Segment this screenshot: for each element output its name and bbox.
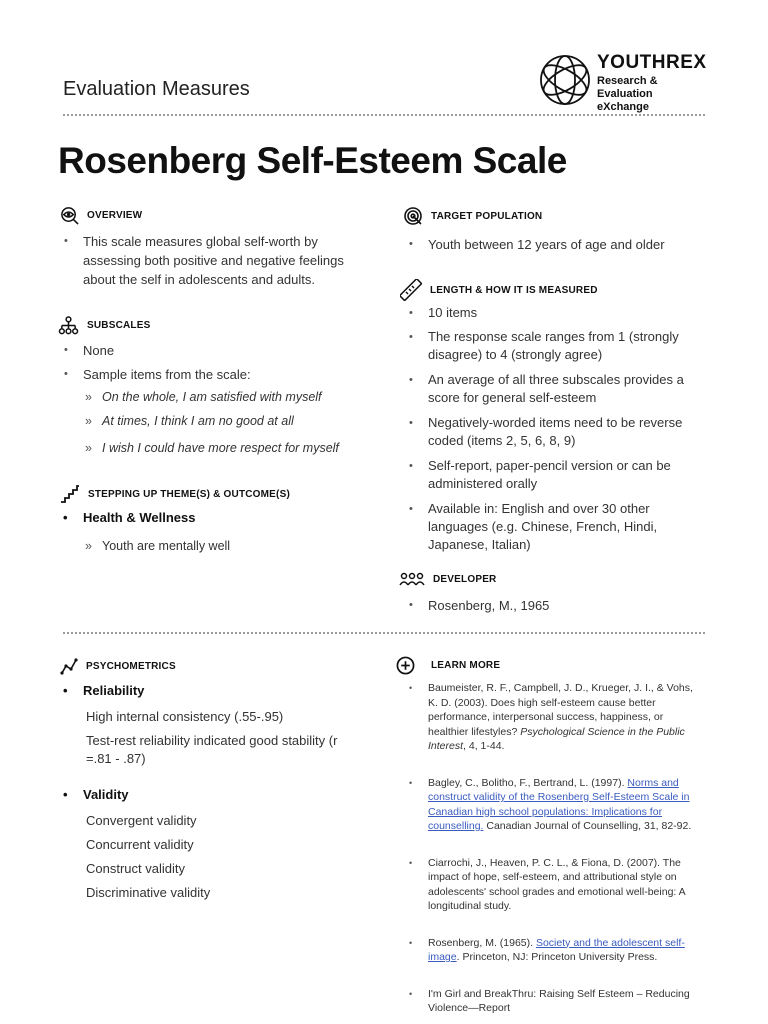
ruler-icon: [400, 279, 422, 301]
target-icon: [403, 206, 423, 226]
overview-list: [60, 232, 350, 289]
list-item: • An average of all three subscales provides a score for general self-esteem: [405, 371, 695, 407]
validity-item: Construct validity: [86, 861, 185, 876]
list-item: • The response scale ranges from 1 (strongly disagree) to 4 (strongly agree): [405, 328, 695, 364]
list-item: • Rosenberg, M., 1965: [405, 596, 695, 615]
list-item: • Sample items from the scale:: [60, 365, 350, 384]
length-heading: LENGTH & HOW IT IS MEASURED: [400, 279, 598, 301]
header-divider: [63, 114, 705, 116]
list-item: • This scale measures global self-worth by assessing both positive and negative feelings about the self in adolescents and adults.: [60, 232, 350, 289]
validity-item: Concurrent validity: [86, 837, 194, 852]
reference-item: • Rosenberg, M. (1965). Society and the adolescent self-image. Princeton, NJ: Princeton University Press.: [405, 936, 705, 965]
validity-item: Convergent validity: [86, 813, 197, 828]
list-item: • Available in: English and over 30 other languages (e.g. Chinese, French, Hindi, Japanese, Italian): [405, 500, 695, 554]
list-item: • None: [60, 341, 350, 360]
reliability-item: Test-rest reliability indicated good stability (r =.81 - .87): [86, 733, 338, 766]
section-divider: [63, 632, 705, 634]
youthrex-logo: [537, 52, 707, 113]
reliability-item: High internal consistency (.55-.95): [86, 709, 284, 724]
header-label: Evaluation Measures: [63, 78, 250, 100]
references-list: [405, 681, 705, 1016]
validity-label: • Validity: [60, 787, 129, 802]
subscales-list: [60, 341, 350, 384]
list-item: • Self-report, paper-pencil version or can be administered orally: [405, 457, 695, 493]
length-list: [405, 304, 695, 554]
list-item: • Youth between 12 years of age and older: [405, 235, 705, 254]
target-population-list: [405, 235, 705, 254]
sample-item: » At times, I think I am no good at all: [85, 414, 294, 428]
subscales-heading: SUBSCALES: [58, 316, 150, 335]
stairs-icon: [60, 485, 80, 503]
reference-item: • Bagley, C., Bolitho, F., Bertrand, L. (1997). Norms and construct validity of the Rosenberg Self-Esteem Scale in Canadian high school populations: Implications for counselling. Canadian Journal of Counselling, 31, 82-92.: [405, 776, 705, 834]
line-graph-icon: [60, 657, 78, 675]
reference-item: • Baumeister, R. F., Campbell, J. D., Krueger, J. I., & Vohs, K. D. (2003). Does high self-esteem cause better performance, interpersonal success, happiness, or healthier lifestyles? Psychological Science in the Public Interest, 4, 1-44.: [405, 681, 705, 754]
plus-circle-icon: [396, 656, 415, 675]
developer-list: [405, 596, 695, 615]
theme-label: • Health & Wellness: [60, 510, 195, 525]
overview-heading: OVERVIEW: [60, 206, 142, 225]
list-item: • 10 items: [405, 304, 695, 322]
hierarchy-icon: [58, 316, 79, 335]
eye-magnifier-icon: [60, 206, 79, 225]
reference-item: • I'm Girl and BreakThru: Raising Self Esteem – Reducing Violence—Report: [405, 987, 705, 1016]
developer-heading: DEVELOPER: [399, 572, 496, 586]
psychometrics-heading: PSYCHOMETRICS: [60, 657, 176, 675]
reference-link[interactable]: Society and the adolescent self-image: [428, 936, 685, 963]
logo-subtitle: Research & Evaluation eXchange: [597, 75, 658, 113]
logo-name: YOUTHREX: [597, 52, 707, 73]
learn-more-heading: LEARN MORE: [396, 656, 500, 675]
people-icon: [399, 572, 425, 586]
list-item: • Negatively-worded items need to be reverse coded (items 2, 5, 6, 8, 9): [405, 414, 695, 450]
reliability-label: • Reliability: [60, 683, 144, 698]
target-population-heading: TARGET POPULATION: [403, 206, 542, 226]
stepping-up-heading: STEPPING UP THEME(S) & OUTCOME(S): [60, 485, 290, 503]
page-title: Rosenberg Self-Esteem Scale: [58, 140, 567, 181]
outcome-item: » Youth are mentally well: [85, 539, 230, 553]
sample-item: » On the whole, I am satisfied with myself: [85, 390, 322, 404]
reference-item: • Ciarrochi, J., Heaven, P. C. L., & Fiona, D. (2007). The impact of hope, self-esteem, and attributional style on adolescents' school grades and emotional well-being: A longitudinal study.: [405, 856, 705, 914]
logo-mark-icon: [537, 52, 593, 108]
sample-item: » I wish I could have more respect for myself: [85, 441, 339, 455]
validity-item: Discriminative validity: [86, 885, 211, 900]
reference-link[interactable]: Norms and construct validity of the Rosenberg Self-Esteem Scale in Canadian high school populations: Implications for counselling.: [428, 776, 690, 832]
